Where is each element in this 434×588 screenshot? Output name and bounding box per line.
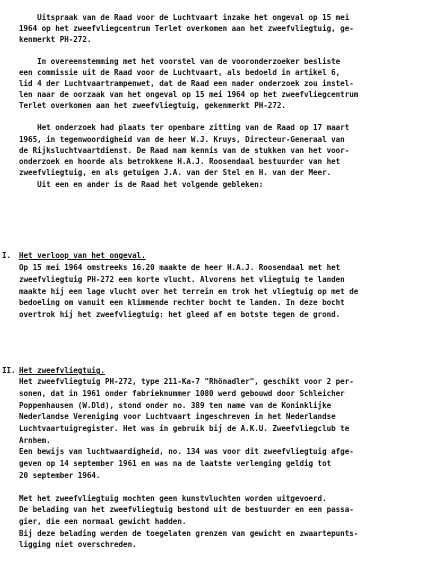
section2-line-7: Een bewijs van luchtwaardigheid, no. 134 was voor dit zweefvliegtuig afge- [19,447,354,456]
section1-line-2: zweefvliegtuig PH-272 een korte vlucht. Alvorens het vliegtuig te landen [19,275,345,284]
para1-line-4: len naar de oorzaak van het ongeval op 15 mei 1964 op het zweefvliegcentrum [19,90,359,99]
para2-line-5: zweefvliegtuig, en als getuigen J.A. van der Stel en H. van der Meer. [19,168,332,177]
intro-line-2: 1964 op het zweefvliegcentrum Terlet overkomen aan het zweefvliegtuig, ge- [19,24,354,33]
section2-line-5: Luchtvaartuigregister. Het was in gebruik bij de A.K.U. Zweefvliegclub te [19,424,350,433]
para1-line-5: Terlet overkomen aan het zweefvliegtuig, gekenmerkt PH-272. [19,101,286,110]
section2-line-2: sonen, dat in 1961 onder fabrieknummer 1080 werd gebouwd door Schleicher [19,389,345,398]
para1-line-1: In overeenstemming met het voorstel van de vooronderzoeker besliste [19,57,341,66]
section2-line-14: ligging niet overschreden. [19,540,137,549]
para2-line-2: 1965, in tegenwoordigheid van de heer W.J. Kruys, Directeur-Generaal van [19,135,345,144]
para2-line-6: Uit een en ander is de Raad het volgende gebleken: [19,180,264,189]
para2-line-3: de Rijksluchtvaartdienst. De Raad nam kennis van de stukken van het voor- [19,146,350,155]
section2-line-4: Nederlandse Vereniging voor Luchtvaart ingeschreven in het Nederlandse [19,412,336,421]
section2-line-1: Het zweefvliegtuig PH-272, type 211-Ka-7 "Rhönadler", geschikt voor 2 per- [19,377,354,386]
section1-numeral: I. [2,251,12,260]
section2-line-9: 20 september 1964. [19,471,101,480]
section1-line-4: bedoeling om vanuit een klimmende rechter bocht te landen. In deze bocht [19,298,345,307]
section1-line-1: Op 15 mei 1964 omstreeks 16.20 maakte de heer H.A.J. Roosendaal met het [19,263,341,272]
intro-line-3: kenmerkt PH-272. [19,35,92,44]
para1-line-3: lid 4 der Luchtvaartrampenwet, dat de Raad een nader onderzoek zou instel- [19,79,354,88]
section2-line-13: Bij deze belading werden de toegelaten grenzen van gewicht en zwaartepunts- [19,529,359,538]
intro-line-1: Uitspraak van de Raad voor de Luchtvaart inzake het ongeval op 15 mei [19,13,350,22]
para1-line-2: een commissie uit de Raad voor de Luchtvaart, als bedoeld in artikel 6, [19,68,341,77]
section1-line-3: maakte hij een lage vlucht over het terrein en trok het vliegtuig op met de [19,287,359,296]
section2-heading: Het zweefvliegtuig. [19,366,105,375]
section2-line-6: Arnhem. [19,436,51,445]
section2-numeral: II. [2,366,16,375]
section2-line-8: geven op 14 september 1961 en was na de laatste verlenging geldig tot [19,459,332,468]
section2-line-12: gier, die een normaal gewicht hadden. [19,517,187,526]
section1-line-5: overtrok hij het zweefvliegtuig: het gleed af en botste tegen de grond. [19,310,341,319]
para2-line-4: onderzoek en hoorde als betrokkene H.A.J. Roosendaal bestuurder van het [19,157,341,166]
section2-line-11: De belading van het zweefvliegtuig bestond uit de bestuurder en een passa- [19,505,354,514]
section1-heading: Het verloop van het ongeval. [19,251,146,260]
section2-line-10: Met het zweefvliegtuig mochten geen kunstvluchten worden uitgevoerd. [19,494,327,503]
para2-line-1: Het onderzoek had plaats ter openbare zitting van de Raad op 17 maart [19,123,350,132]
section2-line-3: Poppenhausen (W.Dld), stond onder no. 389 ten name van de Koninklijke [19,401,332,410]
